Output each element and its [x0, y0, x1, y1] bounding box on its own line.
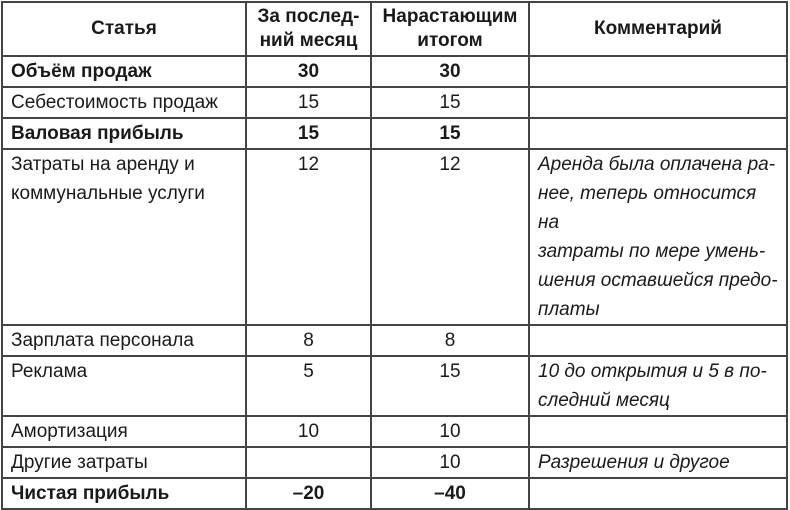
- table-row: [2, 118, 787, 149]
- cumulative-value: 30: [371, 56, 529, 87]
- cell-line: 10 до открытия и 5 в по-: [538, 361, 767, 382]
- table-row: [2, 416, 787, 447]
- cell-line: Аренда была оплачена ра-: [538, 154, 776, 175]
- row-label: [2, 325, 246, 356]
- last-month-value: 15: [246, 118, 371, 149]
- row-label: [2, 87, 246, 118]
- comment-cell: [529, 149, 787, 325]
- comment-cell: [529, 447, 787, 478]
- cell-line: платы: [538, 299, 600, 320]
- cell-line: затраты по мере умень-: [538, 241, 766, 262]
- cumulative-value: 15: [371, 118, 529, 149]
- row-label: [2, 447, 246, 478]
- last-month-value: 8: [246, 325, 371, 356]
- cumulative-value: 12: [371, 149, 529, 325]
- cell-line: Амортизация: [11, 421, 128, 442]
- header-cumulative: [371, 2, 529, 56]
- comment-cell: [529, 87, 787, 118]
- last-month-value: –20: [246, 478, 371, 509]
- row-label: [2, 56, 246, 87]
- cell-line: Другие затраты: [11, 452, 148, 473]
- cell-line: коммунальные услуги: [11, 183, 205, 204]
- comment-cell: [529, 118, 787, 149]
- table-row: [2, 149, 787, 325]
- cell-line: Себестоимость продаж: [11, 92, 218, 113]
- cumulative-value: –40: [371, 478, 529, 509]
- header-item: Статья: [2, 2, 246, 56]
- header-comment: Комментарий: [529, 2, 787, 56]
- cell-line: Валовая прибыль: [11, 123, 184, 144]
- row-label: [2, 478, 246, 509]
- last-month-value: 30: [246, 56, 371, 87]
- header-line: итогом: [417, 30, 483, 51]
- header-row: [2, 2, 787, 56]
- cumulative-value: 8: [371, 325, 529, 356]
- profit-loss-table: [1, 1, 788, 510]
- comment-cell: [529, 56, 787, 87]
- cell-line: Реклама: [11, 361, 88, 382]
- cell-line: Разрешения и другое: [538, 452, 730, 473]
- row-label: [2, 149, 246, 325]
- cumulative-value: 15: [371, 87, 529, 118]
- header-line: За послед-: [257, 6, 360, 27]
- comment-cell: [529, 478, 787, 509]
- header-line: ний месяц: [259, 30, 358, 51]
- table-row: [2, 356, 787, 416]
- row-label: [2, 416, 246, 447]
- table-row: [2, 478, 787, 509]
- row-label: [2, 118, 246, 149]
- comment-cell: [529, 325, 787, 356]
- table-row: [2, 87, 787, 118]
- cell-line: Затраты на аренду и: [11, 154, 195, 175]
- cell-line: шения оставшейся предо-: [538, 270, 778, 291]
- last-month-value: 15: [246, 87, 371, 118]
- row-label: [2, 356, 246, 416]
- comment-cell: [529, 356, 787, 416]
- header-last-month: [246, 2, 371, 56]
- cumulative-value: 15: [371, 356, 529, 416]
- cell-line: Объём продаж: [11, 61, 152, 82]
- last-month-value: 12: [246, 149, 371, 325]
- cell-line: нее, теперь относится на: [538, 183, 757, 233]
- cell-line: Зарплата персонала: [11, 330, 194, 351]
- cumulative-value: 10: [371, 416, 529, 447]
- last-month-value: 5: [246, 356, 371, 416]
- cumulative-value: 10: [371, 447, 529, 478]
- last-month-value: [246, 447, 371, 478]
- header-line: Нарастающим: [382, 6, 518, 27]
- table-row: [2, 447, 787, 478]
- table-row: [2, 325, 787, 356]
- comment-cell: [529, 416, 787, 447]
- table-row: [2, 56, 787, 87]
- last-month-value: 10: [246, 416, 371, 447]
- cell-line: Чистая прибыль: [11, 483, 170, 504]
- cell-line: следний месяц: [538, 390, 670, 411]
